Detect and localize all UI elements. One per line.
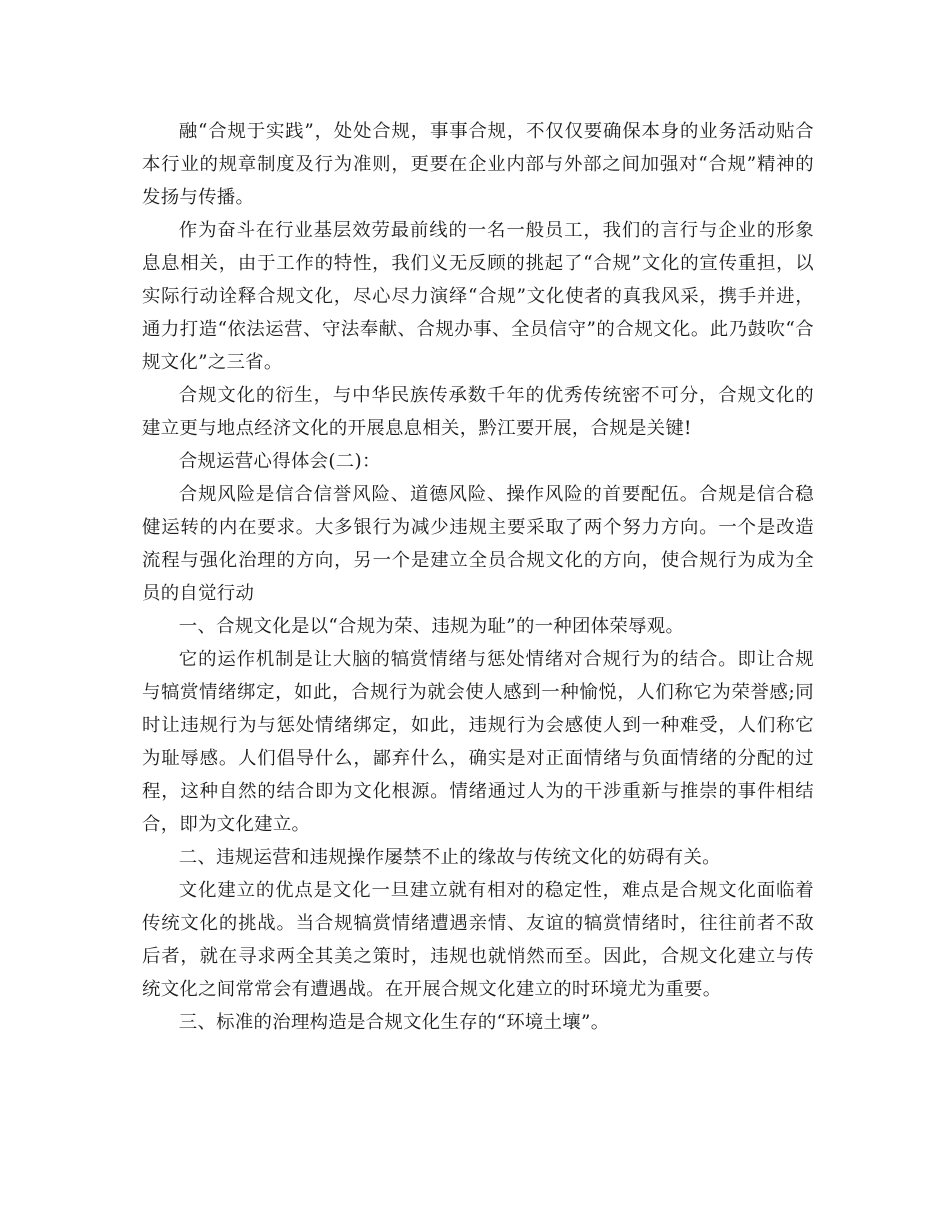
point-heading-3: 三、标准的治理构造是合规文化生存的“环境土壤”。 [178, 1012, 610, 1033]
section-heading-2: 合规运营心得体会(二)： [178, 451, 381, 472]
paragraph-4: 合规风险是信合信誉风险、道德风险、操作风险的首要配伍。合规是信合稳健运转的内在要求。大多银行为减少违规主要采取了两个努力方向。一个是改造流程与强化治理的方向，另一个是建立全员合规文化的方向，使合规行为成为全员的自觉行动 [142, 484, 814, 604]
point-heading-2: 二、违规运营和违规操作屡禁不止的缘故与传统文化的妨碍有关。 [178, 847, 721, 868]
paragraph-2: 作为奋斗在行业基层效劳最前线的一名一般员工，我们的言行与企业的形象息息相关，由于工作的特性，我们义无反顾的挑起了“合规”文化的宣传重担，以实际行动诠释合规文化，尽心尽力演绎“合规”文化使者的真我风采，携手并进，通力打造“依法运营、守法奉献、合规办事、全员信守”的合规文化。此乃鼓吹“合规文化”之三省。 [142, 220, 814, 373]
point-heading-1: 一、合规文化是以“合规为荣、违规为耻”的一种团体荣辱观。 [178, 616, 685, 637]
paragraph-6: 文化建立的优点是文化一旦建立就有相对的稳定性，难点是合规文化面临着传统文化的挑战。当合规犒赏情绪遭遇亲情、友谊的犒赏情绪时，往往前者不敌后者，就在寻求两全其美之策时，违规也就悄然而至。因此，合规文化建立与传统文化之间常常会有遭遇战。在开展合规文化建立的时环境尤为重要。 [142, 880, 814, 1000]
paragraph-5: 它的运作机制是让大脑的犒赏情绪与惩处情绪对合规行为的结合。即让合规与犒赏情绪绑定，如此，合规行为就会使人感到一种愉悦，人们称它为荣誉感;同时让违规行为与惩处情绪绑定，如此，违规行为会感使人到一种难受，人们称它为耻辱感。人们倡导什么，鄙弃什么，确实是对正面情绪与负面情绪的分配的过程，这种自然的结合即为文化根源。情绪通过人为的干涉重新与推崇的事件相结合，即为文化建立。 [142, 649, 814, 835]
paragraph-3: 合规文化的衍生，与中华民族传承数千年的优秀传统密不可分，合规文化的建立更与地点经济文化的开展息息相关，黔江要开展，合规是关键! [142, 385, 814, 439]
document-body [142, 115, 814, 1039]
paragraph-1: 融“合规于实践”，处处合规，事事合规，不仅仅要确保本身的业务活动贴合本行业的规章制度及行为准则，更要在企业内部与外部之间加强对“合规”精神的发扬与传播。 [142, 121, 814, 208]
